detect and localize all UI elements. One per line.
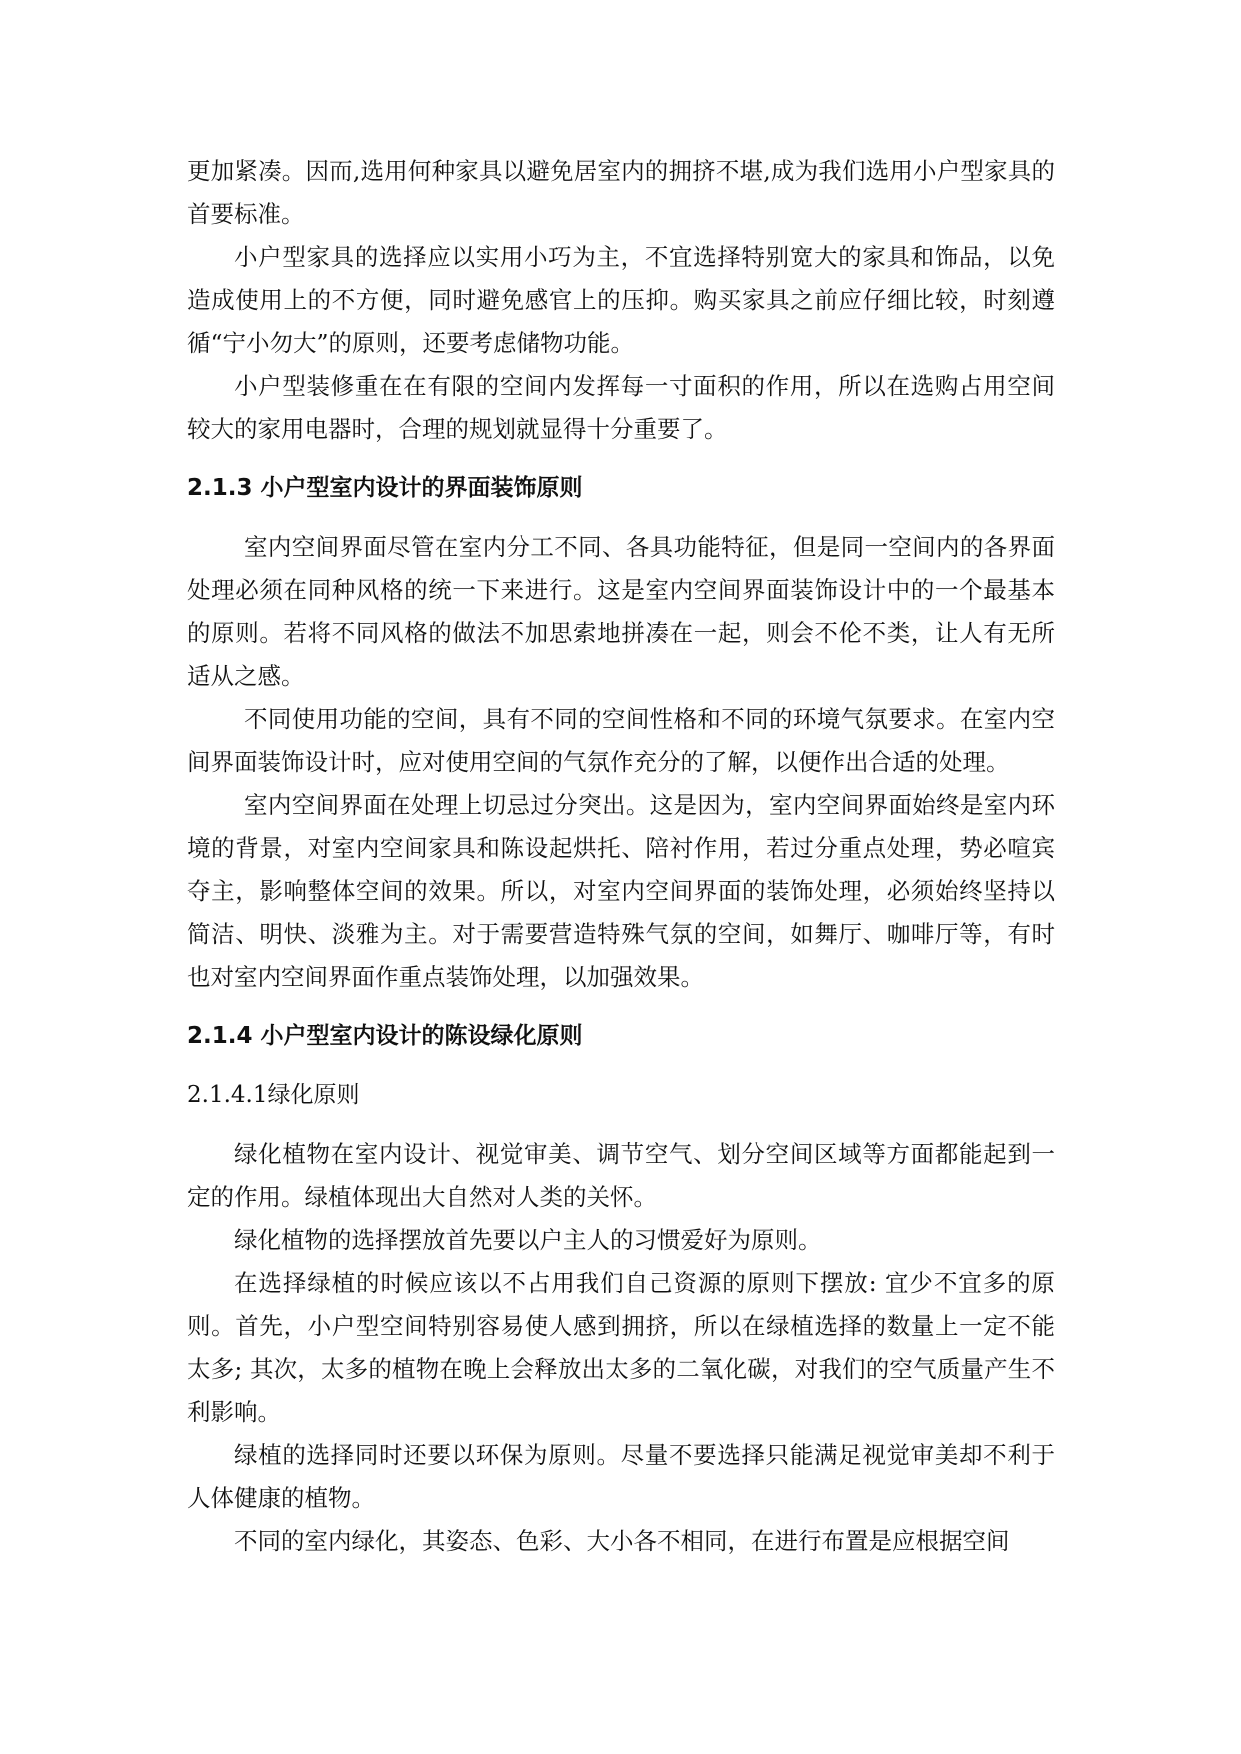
spacer	[187, 1117, 1055, 1133]
spacer	[187, 451, 1055, 467]
paragraph-interface-not-prominent: 室内空间界面在处理上切忌过分突出。这是因为，室内空间界面始终是室内环境的背景，对室内空间家具和陈设起烘托、陪衬作用，若过分重点处理，势必喧宾夺主，影响整体空间的效果。所以，对室内空间界面的装饰处理，必须始终坚持以简洁、明快、淡雅为主。对于需要营造特殊气氛的空间，如舞厅、咖啡厅等，有时也对室内空间界面作重点装饰处理，以加强效果。	[187, 791, 1055, 991]
paragraph-furniture-choice: 小户型家具的选择应以实用小巧为主，不宜选择特别宽大的家具和饰品，以免造成使用上的不方便，同时避免感官上的压抑。购买家具之前应仔细比较，时刻遵循“宁小勿大”的原则，还要考虑储物功能。	[187, 243, 1055, 357]
paragraph-greenery-less-is-more: 在选择绿植的时候应该以不占用我们自己资源的原则下摆放: 宜少不宜多的原则。首先，小户型空间特别容易使人感到拥挤，所以在绿植选择的数量上一定不能太多; 其次，太多的植物在晚上会释放出太多的二氧化碳，对我们的空气质量产生不利影响。	[187, 1269, 1055, 1426]
section-heading-2-1-3: 2.1.3 小户型室内设计的界面装饰原则	[187, 475, 583, 501]
paragraph-greenery-owner-preference: 绿化植物的选择摆放首先要以户主人的习惯爱好为原则。	[234, 1226, 822, 1254]
spacer	[187, 510, 1055, 526]
paragraph-greenery-function: 绿化植物在室内设计、视觉审美、调节空气、划分空间区域等方面都能起到一定的作用。绿植体现出大自然对人类的关怀。	[187, 1140, 1055, 1211]
paragraph-interface-atmosphere: 不同使用功能的空间，具有不同的空间性格和不同的环境气氛要求。在室内空间界面装饰设计时，应对使用空间的气氛作充分的了解，以便作出合适的处理。	[187, 705, 1055, 776]
paragraph-greenery-arrangement: 不同的室内绿化，其姿态、色彩、大小各不相同，在进行布置是应根据空间	[234, 1527, 1010, 1555]
subsection-heading-2-1-4-1: 2.1.4.1绿化原则	[187, 1082, 360, 1108]
spacer	[187, 999, 1055, 1015]
paragraph-furniture-compact: 更加紧凑。因而,选用何种家具以避免居室内的拥挤不堪,成为我们选用小户型家具的首要标准。	[187, 157, 1055, 228]
section-heading-2-1-4: 2.1.4 小户型室内设计的陈设绿化原则	[187, 1023, 583, 1049]
paragraph-greenery-eco: 绿植的选择同时还要以环保为原则。尽量不要选择只能满足视觉审美却不利于人体健康的植物。	[187, 1441, 1055, 1512]
paragraph-appliance-planning: 小户型装修重在在有限的空间内发挥每一寸面积的作用，所以在选购占用空间较大的家用电器时，合理的规划就显得十分重要了。	[187, 372, 1055, 443]
spacer	[187, 1058, 1055, 1074]
paragraph-interface-unified-style: 室内空间界面尽管在室内分工不同、各具功能特征，但是同一空间内的各界面处理必须在同种风格的统一下来进行。这是室内空间界面装饰设计中的一个最基本的原则。若将不同风格的做法不加思索地拼凑在一起，则会不伦不类，让人有无所适从之感。	[187, 533, 1055, 690]
document-page	[187, 150, 1055, 1563]
